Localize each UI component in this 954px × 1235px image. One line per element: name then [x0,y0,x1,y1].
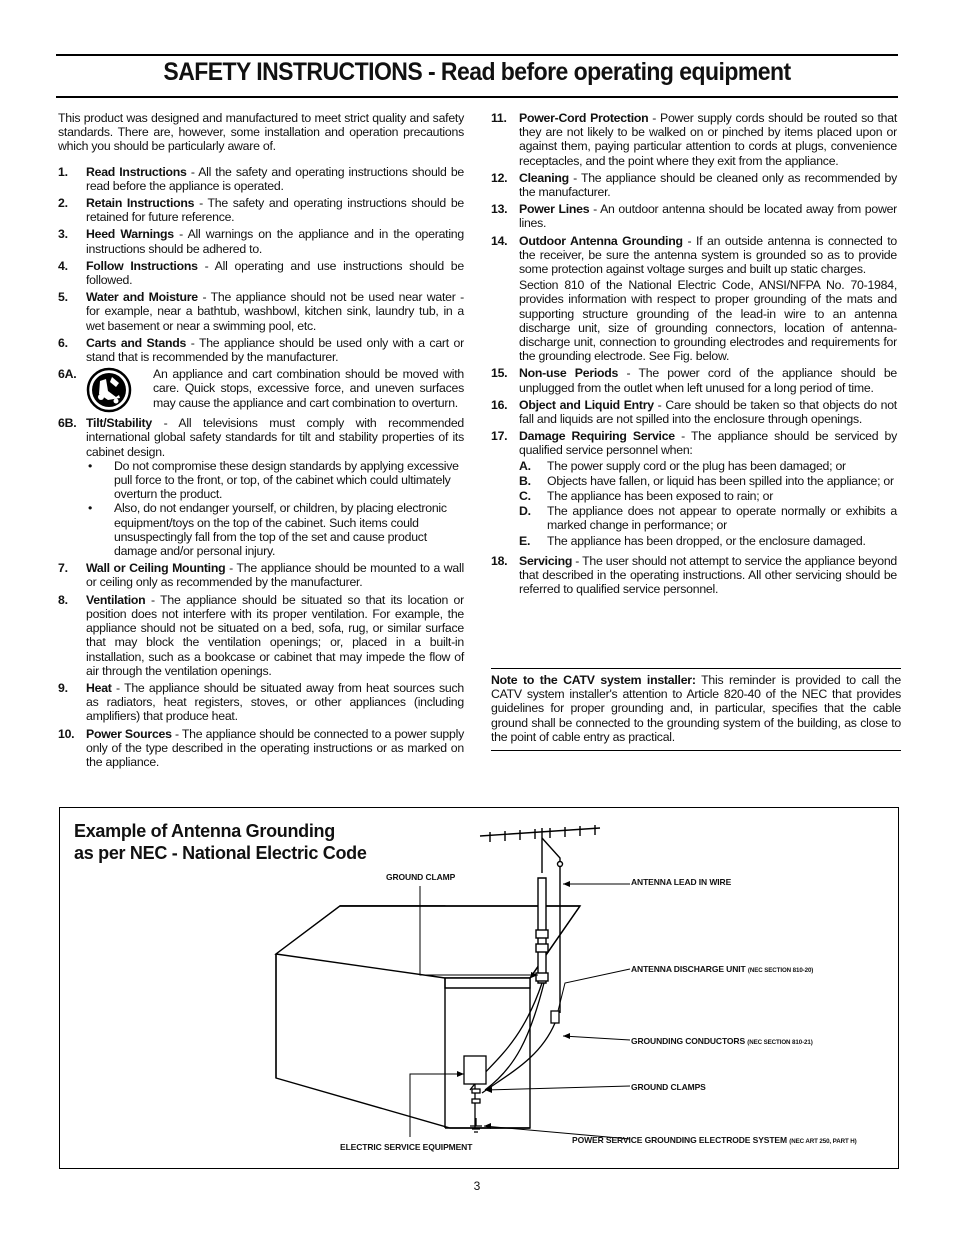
item-text: - The appliance should be situated so that its location or position does not interfere with its proper ventilation. For example, the appliance should not be situated on a bed, sofa, rug, or similar surface that may block the ventilation openings; or, placed in a built-in installation, such as a bookcase or cabinet that may impede the flow of air through the ventilation openings. [86,592,464,678]
sub-letter: B. [519,473,531,488]
instruction-item-4 [58,259,464,287]
item-title: Cleaning [519,170,569,185]
sub-letter: E. [519,533,531,548]
label-ref: (NEC SECTION 810-21) [747,1039,813,1046]
item-title: Non-use Periods [519,366,619,381]
instruction-item-9 [58,681,464,724]
item-text: - The appliance should be situated away from heat sources such as radiators, heat registers, stoves, or other appliances (including amplifiers) that produce heat. [86,680,464,724]
item-number: 10. [58,726,75,741]
top-rule [56,54,898,56]
sub-list [519,459,897,548]
item-title: Power-Cord Protection [519,111,649,125]
item-number: 12. [491,170,508,185]
item-title: Power Sources [86,726,172,741]
antenna-grounding-diagram [59,807,899,1169]
item-title: Damage Requiring Service [519,429,675,444]
item-title: Ventilation [86,592,146,607]
label-antenna-discharge-unit [631,964,813,974]
bullet-text: Do not compromise these design standards by applying excessive pull force to the front, or top, of the cabinet which could ultimately overturn the product. [114,458,459,502]
instruction-item-10 [58,727,464,770]
instruction-item-18 [491,554,897,597]
bullet-text: Also, do not endanger yourself, or children, by placing electronic equipment/toys on the top of the cabinet. Such items could unsuspectingly fall from the top of the set and cause product damage and/or personal injury. [114,501,447,559]
item-text: - The appliance should be cleaned only as recommended by the manufacturer. [519,170,897,200]
label-text: GROUNDING CONDUCTORS [631,1036,746,1046]
item-number: 4. [58,258,68,273]
instruction-item-11 [491,111,897,168]
instruction-item-1 [58,165,464,193]
label-antenna-lead-in-wire: ANTENNA LEAD IN WIRE [631,877,732,887]
item-number: 7. [58,561,68,576]
sub-text: The appliance has been dropped, or the enclosure damaged. [547,533,866,548]
item-text: - The appliance should be used only with a cart or stand that is recommended by the manufacturer. [86,335,464,365]
item-number: 6B. [58,416,77,431]
item-number: 15. [491,366,508,381]
label-grounding-conductors [631,1036,813,1046]
sub-letter: D. [519,504,531,519]
house-antenna-illustration [60,808,897,1167]
item-title: Read Instructions [86,164,187,179]
sub-item [519,489,897,503]
item-text: - Care should be taken so that objects do not fall and liquids are not spilled into the enclosure through openings. [519,397,897,427]
item-number: 1. [58,164,68,179]
item-text: - All televisions must comply with recommended international global safety standards for tilt and stability properties of its cabinet design. [86,416,464,459]
item-text: - The safety and operating instructions should be retained for future reference. [86,196,464,225]
label-ref: (NEC SECTION 810-20) [747,967,814,974]
sub-item [519,474,897,488]
item-number: 3. [58,227,68,242]
item-number: 5. [58,290,68,305]
instruction-list-3 [491,111,897,426]
item-title: Tilt/Stability [86,416,152,431]
item-title: Wall or Ceiling Mounting [86,561,226,576]
title-underline [56,96,898,98]
item-number: 18. [491,553,508,568]
item-text: - The power cord of the appliance should be unplugged from the outlet when left unused for a long period of time. [519,366,897,395]
label-power-service-grounding-electrode [572,1135,857,1145]
item-text: - The appliance should not be used near water - for example, near a bathtub, washbowl, kitchen sink, laundry tub, in a wet basement or near a swimming pool, etc. [86,290,464,333]
item-title: Carts and Stands [86,335,187,350]
instruction-item-7 [58,561,464,589]
item-number: 14. [491,233,508,248]
instruction-item-8 [58,593,464,678]
instruction-item-17 [491,429,897,548]
item-number: 13. [491,202,508,217]
item-number: 17. [491,429,508,444]
item-number: 16. [491,397,508,412]
item-text: - All the safety and operating instructions should be read before the appliance is operated. [86,164,464,193]
cart-warning-icon [86,367,132,413]
instruction-list-1 [58,165,464,365]
sub-item [519,504,897,532]
sub-text: The appliance has been exposed to rain; or [547,489,774,504]
page-number: 3 [473,1179,481,1193]
item-text: - The appliance should be mounted to a wall or ceiling only as recommended by the manufacturer. [86,561,464,590]
item-text: - Power supply cords should be routed so that they are not likely to be walked on or pinched by items placed upon or against them, paying particular attention to cords at plugs, convenience receptacles, and the point where they exit from the appliance. [519,111,897,168]
instruction-item-5 [58,290,464,333]
item-text: An appliance and cart combination should be moved with care. Quick stops, excessive force, and uneven surfaces may cause the appliance and cart combination to overturn. [153,367,464,410]
page-title: SAFETY INSTRUCTIONS - Read before operating equipment [163,58,791,86]
label-ground-clamp: GROUND CLAMP [386,872,456,882]
item-text: - All operating and use instructions should be followed. [86,258,464,288]
item-title: Power Lines [519,202,590,217]
label-ref: (NEC ART 250, PART H) [789,1138,857,1145]
label-text: POWER SERVICE GROUNDING ELECTRODE SYSTEM [572,1135,787,1145]
note-title: Note to the CATV system installer: [491,673,696,687]
item-text: - If an outside antenna is connected to the receiver, be sure the antenna system is grounded so as to provide some protection against voltage surges and built up static charges. [519,233,897,277]
item-title: Follow Instructions [86,258,198,273]
instruction-item-13 [491,202,897,230]
item-number: 8. [58,592,68,607]
sub-letter: C. [519,489,531,504]
label-text: ANTENNA DISCHARGE UNIT [631,964,746,974]
sub-text: Objects have fallen, or liquid has been spilled into the appliance; or [547,473,894,488]
item-text: - An outdoor antenna should be located away from power lines. [519,202,898,231]
item-title: Heed Warnings [86,227,174,242]
item-number: 6A. [58,367,77,382]
item-paragraph-2: Section 810 of the National Electric Code, ANSI/NFPA No. 70-1984, provides information with respect to proper grounding of the mats and supporting structure grounding of the lead-in wire to an antenna discharge unit, size of grounding connectors, location of antenna-discharge unit, connection to grounding electrodes and requirements for the grounding electrode. See Fig. below. [519,278,897,364]
item-text: - The appliance should be connected to a power supply only of the type described in the operating instructions or as marked on the appliance. [86,726,464,769]
instruction-item-6a [58,367,464,413]
instruction-item-3 [58,227,464,255]
left-column [58,111,464,772]
item-title: Retain Instructions [86,196,195,211]
item-text: - The appliance should be serviced by qualified service personnel when: [519,429,897,458]
item-number: 11. [491,111,507,125]
sub-item [519,534,897,548]
instruction-item-2 [58,196,464,224]
bullet-glyph: • [88,458,93,473]
item-text: - All warnings on the appliance and in the operating instructions should be adhered to. [86,227,464,256]
instruction-item-14 [491,234,897,364]
intro-paragraph: This product was designed and manufactured to meet strict quality and safety standards. There are, however, some installation and operation precautions which you should be particularly aware of. [58,111,464,154]
catv-note [491,668,901,751]
item-number: 9. [58,680,68,695]
bullet-item [86,501,464,558]
instruction-list-2 [58,561,464,769]
instruction-item-6b [58,416,464,558]
item-title: Heat [86,680,112,695]
label-ground-clamps: GROUND CLAMPS [631,1082,706,1092]
bullet-item [86,459,464,502]
item-title: Servicing [519,553,573,568]
item-text: - The user should not attempt to service the appliance beyond that described in the operating instructions. All other servicing should be referred to qualified service personnel. [519,553,897,597]
diagram-title-line-1: Example of Antenna Grounding [74,821,335,841]
item-title: Water and Moisture [86,290,198,305]
label-electric-service-equipment: ELECTRIC SERVICE EQUIPMENT [340,1142,473,1152]
diagram-title-line-2: as per NEC - National Electric Code [74,843,367,863]
bullet-glyph: • [88,501,93,516]
instruction-item-12 [491,171,897,199]
item-title: Object and Liquid Entry [519,397,654,412]
instruction-item-15 [491,366,897,394]
instruction-item-6 [58,336,464,364]
sub-letter: A. [519,458,531,473]
item-number: 2. [58,196,68,211]
sub-text: The appliance does not appear to operate normally or exhibits a marked change in performance; or [547,504,897,533]
item-title: Outdoor Antenna Grounding [519,233,683,248]
item-number: 6. [58,335,68,350]
sub-text: The power supply cord or the plug has been damaged; or [547,458,846,473]
instruction-item-16 [491,398,897,426]
sub-item [519,459,897,473]
right-column [491,111,897,600]
note-text: This reminder is provided to call the CATV system installer's attention to Article 820-40 of the NEC that provides guidelines for proper grounding and, in particular, specifies that the cable ground shall be connected to the grounding system of the building, as close to the point of cable entry as practical. [491,673,901,744]
